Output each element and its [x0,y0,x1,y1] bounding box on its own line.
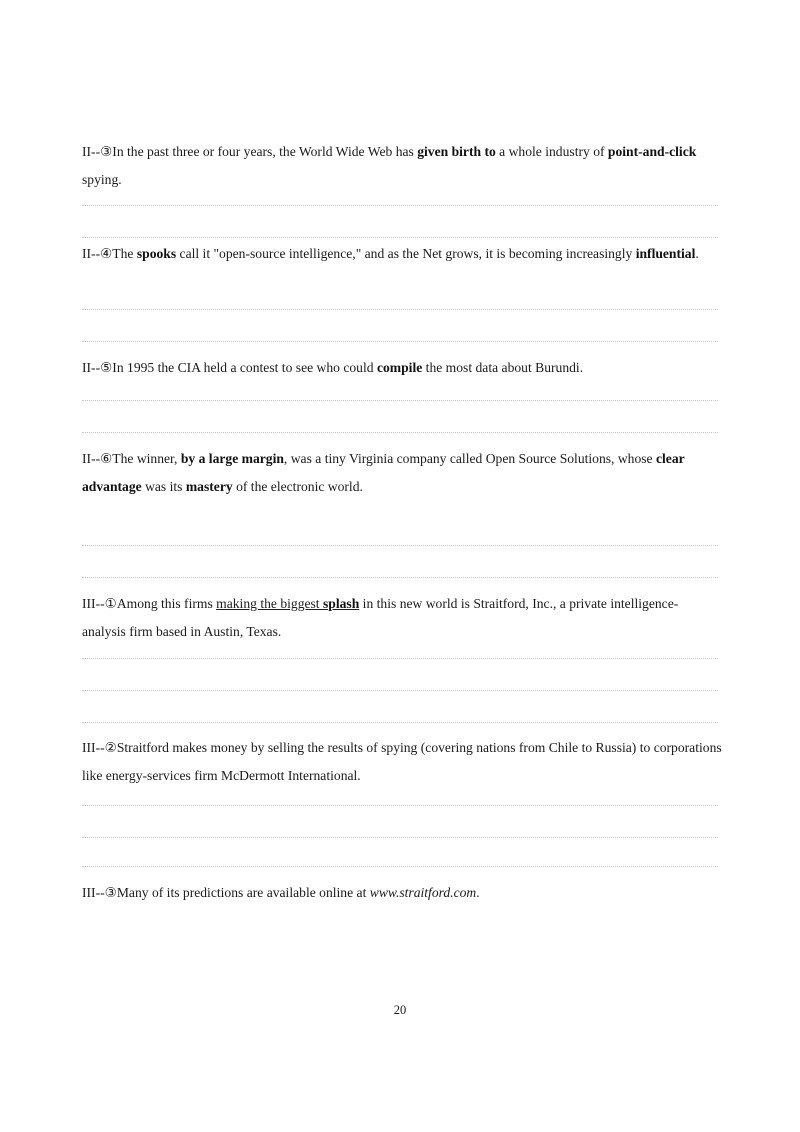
paragraph-III-2 [82,734,722,790]
text-segment: of the electronic world. [232,479,363,494]
answer-line [82,309,718,310]
text-segment: III-- [82,740,105,755]
text-segment: ⑥ [100,451,113,466]
answer-line [82,205,718,206]
answer-line [82,837,718,838]
answer-line [82,400,718,401]
text-segment: splash [323,596,360,611]
text-segment: mastery [185,479,233,494]
text-segment: ③ [100,144,113,159]
answer-line [82,690,718,691]
text-segment: III-- [82,885,105,900]
text-segment: point-and-click [607,144,697,159]
text-segment: Straitford makes money by selling the results of spying (covering nations from Chile to Russia) to corporations like energy-services firm McDermott International. [82,740,722,783]
text-segment: The winner, [112,451,181,466]
text-segment: ① [104,596,117,611]
text-segment: clear advantage [82,451,685,494]
answer-line [82,237,718,238]
text-segment: ⑤ [100,360,113,375]
text-segment: II-- [82,144,101,159]
text-segment: In the past three or four years, the World Wide Web has [112,144,418,159]
paragraph-II-4 [82,240,722,268]
text-segment: In 1995 the CIA held a contest to see who could [112,360,377,375]
text-segment: ④ [100,246,113,261]
text-segment: Many of its predictions are available online at [116,885,370,900]
text-segment: . [695,246,699,261]
text-segment: ③ [104,885,117,900]
text-segment: influential [635,246,696,261]
text-segment: spying. [82,172,122,187]
text-segment: compile [376,360,423,375]
text-segment: II-- [82,360,101,375]
text-segment: II-- [82,451,101,466]
answer-line [82,577,718,578]
answer-line [82,432,718,433]
text-segment: , was a tiny Virginia company called Open Source Solutions, whose [283,451,656,466]
text-segment: in this new world is Straitford, Inc., a private intelligence-analysis firm based in Austin, Texas. [82,596,679,639]
text-segment: given birth to [417,144,496,159]
text-segment: . [476,885,480,900]
answer-line [82,866,718,867]
page-number: 20 [393,1003,407,1017]
text-segment: call it "open-source intelligence," and as the Net grows, it is becoming increasingly [176,246,636,261]
paragraph-III-3 [82,879,722,907]
text-segment: The [112,246,137,261]
text-segment: was its [141,479,186,494]
text-segment: ② [104,740,117,755]
text-segment: the most data about Burundi. [422,360,584,375]
paragraph-II-6 [82,445,722,501]
text-segment: Among this firms [116,596,217,611]
text-segment: spooks [136,246,177,261]
paragraph-II-3 [82,138,722,194]
text-segment: II-- [82,246,101,261]
answer-line [82,545,718,546]
text-segment: making the biggest [216,596,323,611]
answer-line [82,341,718,342]
answer-line [82,805,718,806]
text-segment: www.straitford.com [369,885,477,900]
answer-line [82,722,718,723]
text-segment: a whole industry of [495,144,608,159]
paragraph-III-1 [82,590,722,646]
answer-line [82,658,718,659]
text-segment: III-- [82,596,105,611]
text-segment: by a large margin [180,451,284,466]
paragraph-II-5 [82,354,722,382]
